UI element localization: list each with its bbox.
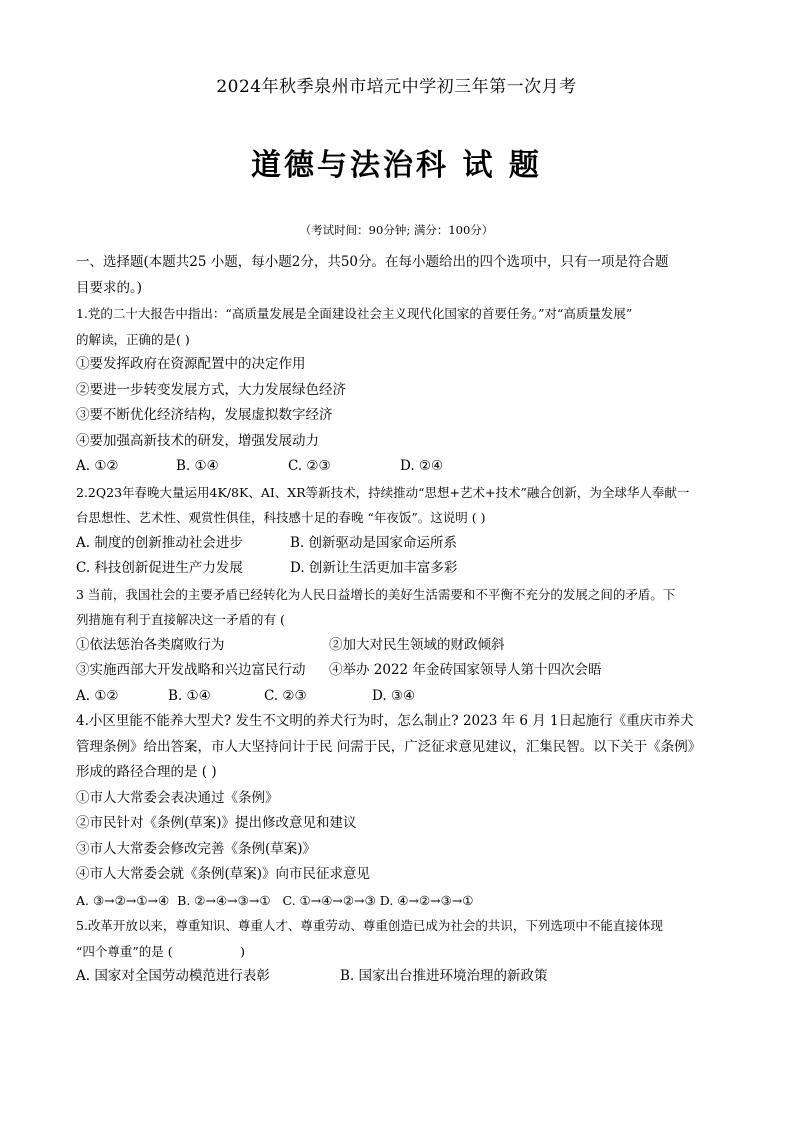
q3-option-c: C. ②③ <box>264 687 307 704</box>
q3-statement-1: ①依法惩治各类腐败行为 <box>76 636 225 653</box>
q4-stem-line-3: 形成的路径合理的是 ( ) <box>76 764 217 780</box>
q1-statement-2: ②要进一步转变发展方式，大力发展绿色经济 <box>76 381 346 398</box>
q4-stem-line-2: 管理条例》给出答案，市人大坚持问计于民 问需于民，广泛征求意见建议，汇集民智。以下关于《条例》 <box>76 738 702 755</box>
q2-option-d: D. 创新让生活更加丰富多彩 <box>290 560 458 576</box>
q4-statement-1: ①市人大常委会表决通过《条例》 <box>76 789 279 806</box>
q4-stem-line-1: 4.小区里能不能养大型犬? 发生不文明的养犬行为时，怎么制止? 2023 年 6 月 1日起施行《重庆市养犬 <box>76 713 694 729</box>
q1-options <box>76 454 726 480</box>
q2-option-a: A. 制度的创新推动社会进步 <box>76 534 243 551</box>
section-instructions-line-1: 一、选择题(本题共25 小题，每小题2分，共50分。在每小题给出的四个选项中，只有一项是符合题 <box>76 254 669 270</box>
q4-options: A. ③→②→①→④ B. ②→④→③→① C. ①→④→②→③ D. ④→②→③→① <box>76 892 474 908</box>
q1-statement-1: ①要发挥政府在资源配置中的决定作用 <box>76 356 306 372</box>
q3-statements-row-2 <box>76 658 726 684</box>
q1-stem-line-1: 1.党的二十大报告中指出：“高质量发展是全面建设社会主义现代化国家的首要任务。”对“高质量发展” <box>76 306 633 321</box>
q3-statements-row-1 <box>76 633 726 659</box>
q5-stem-line-1: 5.改革开放以来，尊重知识、尊重人才、尊重劳动、尊重创造已成为社会的共识，下列选项中不能直接体现 <box>76 918 663 933</box>
q3-stem-line-2: 列措施有利于直接解决这一矛盾的有 ( <box>76 612 285 627</box>
q4-statement-2: ②市民针对《条例(草案)》提出修改意见和建议 <box>76 815 357 831</box>
q5-stem-line-2: “四个尊重”的是 ( ) <box>76 943 246 959</box>
subject-title: 道德与法治科 试 题 <box>251 148 542 183</box>
school-title: 2024年秋季泉州市培元中学初三年第一次月考 <box>216 77 577 97</box>
q1-option-d: D. ②④ <box>400 458 444 474</box>
q3-option-d: D. ③④ <box>372 687 416 704</box>
q1-statement-3: ③要不断优化经济结构，发展虚拟数字经济 <box>76 407 333 423</box>
q3-statement-4: ④举办 2022 年金砖国家领导人第十四次会晤 <box>329 662 602 678</box>
q2-option-b: B. 创新驱动是国家命运所系 <box>290 534 458 551</box>
q3-statement-2: ②加大对民生领域的财政倾斜 <box>329 636 505 653</box>
q2-options-row-1 <box>76 531 726 557</box>
q2-stem-line-2: 台思想性、艺术性、观赏性俱佳，科技感十足的春晚 “年夜饭”。这说明 ( ) <box>76 510 486 525</box>
q2-stem-line-1: 2.2Q23年春晚大量运用4K/8K、AI、XR等新技术，持续推动“思想+艺术+技术”融合创新，为全球华人奉献一 <box>76 484 690 500</box>
q3-options <box>76 684 726 710</box>
q3-option-a: A. ①② <box>76 687 119 704</box>
q1-stem-line-2: 的解读，正确的是( ) <box>76 331 190 347</box>
exam-info: （考试时间：90分钟; 满分：100分） <box>299 223 494 237</box>
q3-statement-3: ③实施西部大开发战略和兴边富民行动 <box>76 662 306 678</box>
q5-option-a: A. 国家对全国劳动模范进行表彰 <box>76 968 270 984</box>
q5-options-row-1 <box>76 964 726 990</box>
q2-option-c: C. 科技创新促进生产力发展 <box>76 560 243 576</box>
section-instructions-line-2: 目要求的。) <box>76 279 143 296</box>
q3-stem-line-1: 3 当前，我国社会的主要矛盾已经转化为人民日益增长的美好生活需要和不平衡不充分的发展之间的矛盾。下 <box>76 586 676 602</box>
exam-body <box>76 250 726 990</box>
q1-statement-4: ④要加强高新技术的研发，增强发展动力 <box>76 432 319 449</box>
q4-statement-4: ④市人大常委会就《条例(草案)》向市民征求意见 <box>76 866 371 882</box>
q5-option-b: B. 国家出台推进环境治理的新政策 <box>340 968 548 984</box>
q1-option-b: B. ①④ <box>176 458 219 474</box>
q1-option-a: A. ①② <box>76 458 119 474</box>
q3-option-b: B. ①④ <box>168 687 211 704</box>
q4-statement-3: ③市人大常委会修改完善《条例(草案)》 <box>76 840 317 857</box>
q1-option-c: C. ②③ <box>288 458 331 474</box>
q2-options-row-2 <box>76 556 726 582</box>
